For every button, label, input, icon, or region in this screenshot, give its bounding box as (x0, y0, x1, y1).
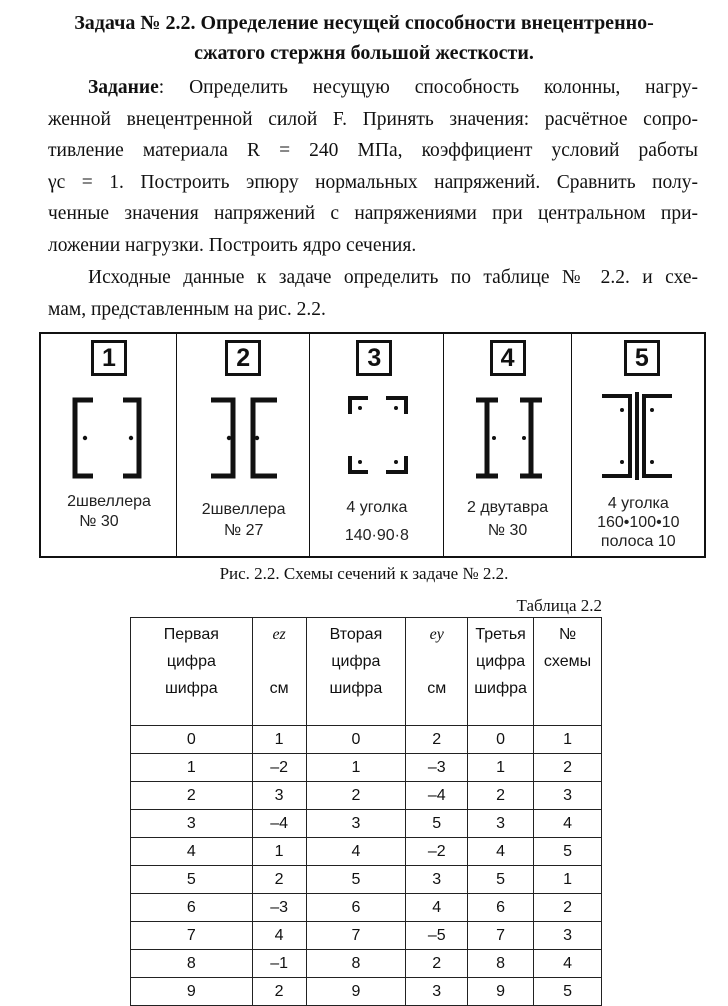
scheme-label: № 30 (79, 513, 119, 530)
scheme-1 (41, 334, 177, 556)
scheme-2 (177, 334, 310, 556)
table-cell: 2 (252, 978, 306, 1006)
table-cell: –2 (406, 838, 468, 866)
scheme-label: 4 уголка (607, 495, 669, 512)
scheme-label: 2швеллера (67, 493, 151, 510)
table-cell: 1 (306, 754, 406, 782)
text-line: ченные значения напряжений с напряжениями при центральном при- (48, 203, 698, 224)
table-cell: 7 (306, 922, 406, 950)
table-cell: 0 (131, 726, 253, 754)
table-cell: 1 (131, 754, 253, 782)
table-cell: –2 (252, 754, 306, 782)
table-cell: 3 (131, 810, 253, 838)
table-cell: 4 (131, 838, 253, 866)
table-row (131, 978, 602, 1006)
table-cell: 4 (252, 922, 306, 950)
table-cell: 3 (406, 866, 468, 894)
table-cell: 3 (468, 810, 534, 838)
task-title (30, 8, 698, 68)
angle-bottom-right (644, 438, 672, 476)
table-cell: 8 (131, 950, 253, 978)
scheme-label: 4 уголка (346, 499, 408, 516)
table-row (131, 782, 602, 810)
text-line: женной внецентренной силой F. Принять значения: расчётное сопро- (48, 108, 698, 130)
table-cell: 5 (468, 866, 534, 894)
table-row (131, 754, 602, 782)
assignment-paragraph (48, 72, 698, 261)
source-paragraph (48, 262, 698, 325)
assignment-label: Задание (88, 77, 159, 98)
table-cell: 7 (131, 922, 253, 950)
table-cell: 4 (306, 838, 406, 866)
table-cell: 1 (468, 754, 534, 782)
centroid-dot (129, 436, 133, 440)
table-cell: 8 (468, 950, 534, 978)
table-cell: 2 (534, 754, 602, 782)
table-cell: 2 (534, 894, 602, 922)
table-cell: 3 (252, 782, 306, 810)
col-header-third-digit: Третья цифра шифра (468, 618, 534, 726)
table-body (131, 726, 602, 1006)
text-line: Задание: Определить несущую способность колонны, нагру- (88, 77, 698, 98)
col-header-first-digit: Первая цифра шифра (131, 618, 253, 726)
angle-bottom-left (602, 438, 630, 476)
text-line: ложении нагрузки. Построить ядро сечения. (48, 234, 417, 256)
scheme-label: 2 двутавра (466, 499, 549, 516)
table-row (131, 922, 602, 950)
table-cell: 5 (131, 866, 253, 894)
scheme-label: полоса 10 (600, 533, 676, 550)
table-cell: 6 (306, 894, 406, 922)
table-cell: 2 (468, 782, 534, 810)
table-cell: 2 (306, 782, 406, 810)
text-line: мам, представленным на рис. 2.2. (48, 298, 326, 320)
col-header-scheme-no: № схемы (534, 618, 602, 726)
text-line: Исходные данные к задаче определить по таблице № 2.2. и схе- (88, 267, 698, 288)
table-cell: 0 (306, 726, 406, 754)
table-cell: –1 (252, 950, 306, 978)
scheme-label: № 27 (223, 522, 264, 539)
table-cell: 2 (131, 782, 253, 810)
centroid-dot (255, 436, 259, 440)
table-cell: 8 (306, 950, 406, 978)
table-cell: 5 (534, 838, 602, 866)
angle-top-left (350, 398, 368, 414)
table-cell: 1 (534, 866, 602, 894)
table-cell: 9 (131, 978, 253, 1006)
centroid-dot (227, 436, 231, 440)
col-header-second-digit: Вторая цифра шифра (306, 618, 406, 726)
angle-bottom-left (350, 456, 368, 472)
scheme-4 (444, 334, 572, 556)
scheme-3-drawing (310, 334, 443, 556)
table-row (131, 950, 602, 978)
table-cell: 6 (131, 894, 253, 922)
table-cell: 2 (406, 726, 468, 754)
table-row (131, 810, 602, 838)
table-header-row (131, 618, 602, 726)
scheme-number: 1 (91, 340, 127, 376)
table-cell: –3 (406, 754, 468, 782)
table-row (131, 726, 602, 754)
table-cell: 6 (468, 894, 534, 922)
table-cell: 1 (534, 726, 602, 754)
scheme-number: 2 (225, 340, 261, 376)
task-title-line: сжатого стержня большой жесткости. (194, 42, 534, 64)
table-row (131, 838, 602, 866)
table-title: Таблица 2.2 (516, 596, 602, 615)
table-row (131, 866, 602, 894)
scheme-number: 4 (490, 340, 526, 376)
table-cell: 5 (534, 978, 602, 1006)
col-header-ey: ey см (406, 618, 468, 726)
scheme-label: № 30 (487, 522, 528, 539)
table-cell: 5 (406, 810, 468, 838)
scheme-label: 140·90·8 (344, 527, 409, 544)
text-line: тивление материала R = 240 МПа, коэффициент условий работы (48, 140, 698, 161)
table-cell: 1 (252, 726, 306, 754)
angle-top-left (602, 396, 630, 438)
table-cell: 3 (306, 810, 406, 838)
scheme-number: 5 (624, 340, 660, 376)
centroid-dot (83, 436, 87, 440)
table-cell: 4 (406, 894, 468, 922)
table-cell: –5 (406, 922, 468, 950)
table-cell: 4 (534, 810, 602, 838)
table-cell: 7 (468, 922, 534, 950)
table-cell: 2 (252, 866, 306, 894)
table-cell: 4 (534, 950, 602, 978)
table-cell: 9 (468, 978, 534, 1006)
table-cell: 1 (252, 838, 306, 866)
table-cell: 4 (468, 838, 534, 866)
table-cell: –3 (252, 894, 306, 922)
table-cell: 3 (406, 978, 468, 1006)
table-cell: 5 (306, 866, 406, 894)
data-table (130, 617, 602, 1006)
table-cell: 9 (306, 978, 406, 1006)
scheme-3 (310, 334, 443, 556)
figure-caption: Рис. 2.2. Схемы сечений к задаче № 2.2. (219, 564, 509, 583)
table-cell: 3 (534, 782, 602, 810)
table-row (131, 894, 602, 922)
table-cell: 2 (406, 950, 468, 978)
task-title-line: Задача № 2.2. Определение несущей способности внецентренно- (74, 12, 654, 34)
scheme-5 (572, 334, 704, 556)
table-cell: 0 (468, 726, 534, 754)
table-cell: –4 (406, 782, 468, 810)
angle-top-right (644, 396, 672, 438)
scheme-number: 3 (356, 340, 392, 376)
scheme-label: 2швеллера (201, 501, 286, 518)
scheme-label: 160•100•10 (597, 514, 680, 531)
table-cell: –4 (252, 810, 306, 838)
text-line: γc = 1. Построить эпюру нормальных напряжений. Сравнить полу- (48, 171, 698, 193)
table-cell: 3 (534, 922, 602, 950)
sections-figure (39, 332, 706, 558)
col-header-ez: ez см (252, 618, 306, 726)
